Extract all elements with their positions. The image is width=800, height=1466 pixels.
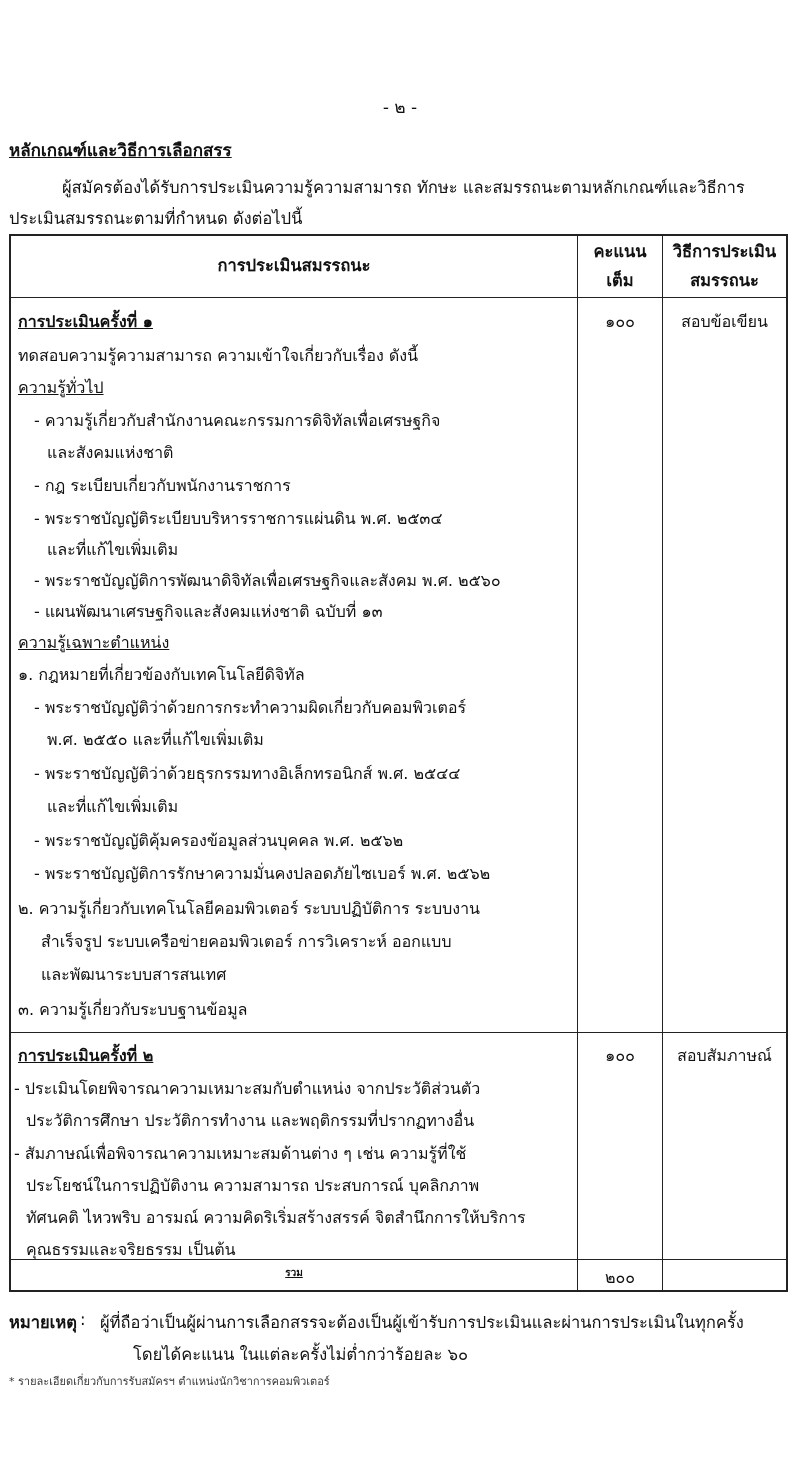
round-1-line: พ.ศ. ๒๕๕๐ และที่แก้ไขเพิ่มเติม (47, 730, 264, 749)
total-score: ๒๐๐ (604, 1268, 636, 1287)
round-divider (9, 1032, 788, 1033)
round-1-line: ๒. ความรู้เกี่ยวกับเทคโนโลยีคอมพิวเตอร์ ระบบปฏิบัติการ ระบบงาน (18, 899, 480, 918)
header-competency: การประเมินสมรรถนะ (217, 256, 371, 275)
intro-line-1: ผู้สมัครต้องได้รับการประเมินความรู้ความสามารถ ทักษะ และสมรรถนะตามหลักเกณฑ์และวิธีการ (62, 178, 745, 197)
round-1-line: - ความรู้เกี่ยวกับสำนักงานคณะกรรมการดิจิทัลเพื่อเศรษฐกิจ (34, 411, 441, 430)
round-1-method: สอบข้อเขียน (681, 312, 768, 331)
round-1-line: และสังคมแห่งชาติ (47, 443, 174, 462)
round-2-line: - ประเมินโดยพิจารณาความเหมาะสมกับตำแหน่ง จากประวัติส่วนตัว (14, 1079, 481, 1098)
round-1-line: - พระราชบัญญัติว่าด้วยการกระทำความผิดเกี่ยวกับคอมพิวเตอร์ (34, 698, 467, 717)
table-border-right (786, 234, 788, 1292)
round-2-score: ๑๐๐ (605, 1046, 635, 1065)
assessment-table (9, 234, 788, 1292)
note-colon: : (80, 1310, 86, 1329)
round-1-line: สำเร็จรูป ระบบเครือข่ายคอมพิวเตอร์ การวิเคราะห์ ออกแบบ (41, 932, 452, 951)
round-1-line: และที่แก้ไขเพิ่มเติม (47, 797, 179, 816)
round-1-line: - พระราชบัญญัติว่าด้วยธุรกรรมทางอิเล็กทรอนิกส์ พ.ศ. ๒๕๔๔ (34, 764, 461, 783)
table-border-bottom (9, 1290, 788, 1292)
note-label: หมายเหตุ (9, 1313, 77, 1332)
round-2-line: คุณธรรมและจริยธรรม เป็นต้น (26, 1240, 236, 1259)
round-1-line: และพัฒนาระบบสารสนเทศ (41, 965, 227, 984)
round-1-line: - แผนพัฒนาเศรษฐกิจและสังคมแห่งชาติ ฉบับที่ ๑๓ (34, 602, 383, 621)
round-2-line: - สัมภาษณ์เพื่อพิจารณาความเหมาะสมด้านต่าง ๆ เช่น ความรู้ที่ใช้ (14, 1144, 467, 1163)
round-1-line: - พระราชบัญญัติคุ้มครองข้อมูลส่วนบุคคล พ.ศ. ๒๕๖๒ (34, 831, 404, 850)
round-1-line: ๓. ความรู้เกี่ยวกับระบบฐานข้อมูล (18, 1000, 248, 1019)
round-1-line: - กฎ ระเบียบเกี่ยวกับพนักงานราชการ (34, 476, 291, 495)
round-2-line: ประโยชน์ในการปฏิบัติงาน ความสามารถ ประสบการณ์ บุคลิกภาพ (26, 1176, 480, 1195)
table-border-left (9, 234, 11, 1292)
round-1-score: ๑๐๐ (605, 312, 635, 331)
note-line-1: ผู้ที่ถือว่าเป็นผู้ผ่านการเลือกสรรจะต้องเป็นผู้เข้ารับการประเมินและผ่านการประเมินในทุกครั้ง (100, 1313, 744, 1332)
round-1-title: การประเมินครั้งที่ ๑ (18, 312, 153, 331)
header-score-line-2: เต็ม (606, 271, 634, 290)
footnote: * รายละเอียดเกี่ยวกับการรับสมัครฯ ตำแหน่งนักวิชาการคอมพิวเตอร์ (9, 1375, 330, 1388)
note-line-2: โดยได้คะแนน ในแต่ละครั้งไม่ต่ำกว่าร้อยละ ๖๐ (133, 1345, 469, 1364)
column-divider-1 (577, 234, 578, 1292)
round-1-line: - พระราชบัญญัติการรักษาความมั่นคงปลอดภัยไซเบอร์ พ.ศ. ๒๕๖๒ (34, 864, 491, 883)
header-score-line-1: คะแนน (593, 242, 647, 261)
round-1-line: และที่แก้ไขเพิ่มเติม (47, 540, 179, 559)
round-1-line: - พระราชบัญญัติระเบียบบริหารราชการแผ่นดิน พ.ศ. ๒๕๓๔ (34, 509, 443, 528)
general-knowledge-heading: ความรู้ทั่วไป (18, 378, 104, 397)
header-method-line-1: วิธีการประเมิน (672, 242, 777, 261)
intro-line-2: ประเมินสมรรถนะตามที่กำหนด ดังต่อไปนี้ (9, 209, 303, 228)
round-2-line: ทัศนคติ ไหวพริบ อารมณ์ ความคิดริเริ่มสร้างสรรค์ จิตสำนึกการให้บริการ (26, 1208, 526, 1227)
round-1-line: ๑. กฎหมายที่เกี่ยวข้องกับเทคโนโลยีดิจิทัล (18, 665, 305, 684)
page-number: - ๒ - (382, 98, 418, 118)
table-border-top (9, 234, 788, 236)
round-2-title: การประเมินครั้งที่ ๒ (18, 1046, 154, 1065)
column-divider-2 (662, 234, 663, 1292)
round-2-line: ประวัติการศึกษา ประวัติการทำงาน และพฤติกรรมที่ปรากฏทางอื่น (26, 1111, 475, 1130)
header-divider (9, 297, 788, 298)
round-1-line: ทดสอบความรู้ความสามารถ ความเข้าใจเกี่ยวกับเรื่อง ดังนี้ (18, 346, 419, 365)
header-method-line-2: สมรรถนะ (690, 271, 759, 290)
round-2-method: สอบสัมภาษณ์ (677, 1046, 772, 1065)
round-1-line: - พระราชบัญญัติการพัฒนาดิจิทัลเพื่อเศรษฐกิจและสังคม พ.ศ. ๒๕๖๐ (34, 571, 501, 590)
total-label: รวม (285, 1268, 303, 1279)
section-heading: หลักเกณฑ์และวิธีการเลือกสรร (9, 141, 232, 161)
specific-knowledge-heading: ความรู้เฉพาะตำแหน่ง (18, 633, 170, 652)
